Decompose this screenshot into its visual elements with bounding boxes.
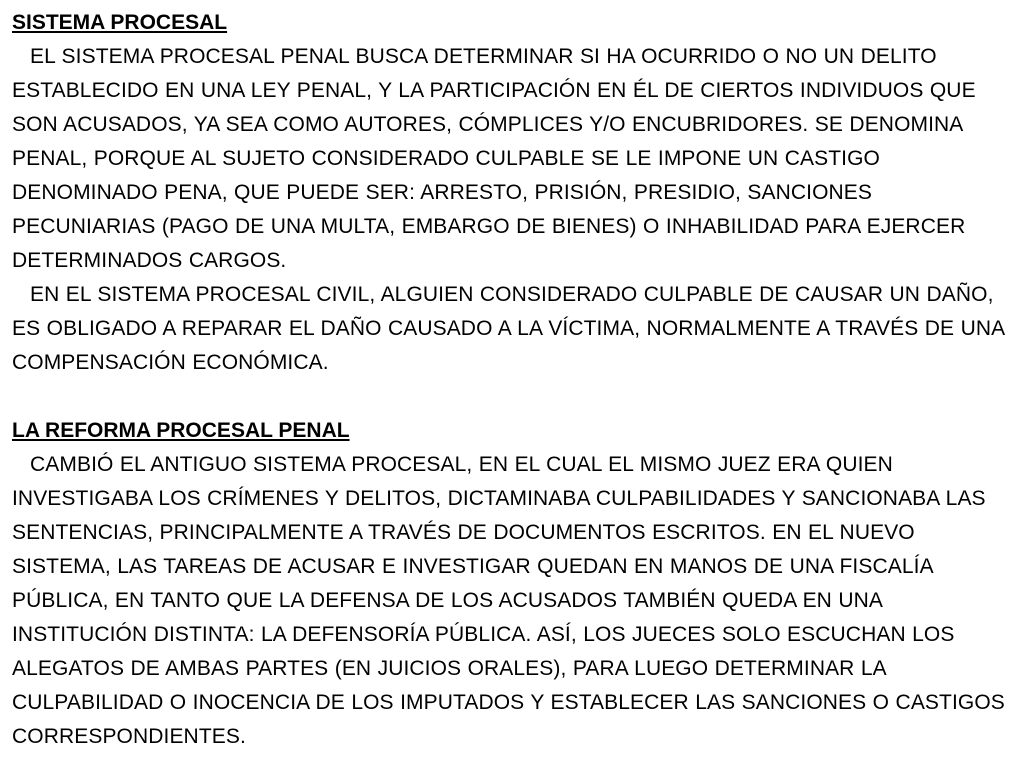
paragraph-sistema-penal: EL SISTEMA PROCESAL PENAL BUSCA DETERMINAR SI HA OCURRIDO O NO UN DELITO ESTABLECIDO EN UNA LEY PENAL, Y LA PARTICIPACIÓN EN ÉL DE CIERTOS INDIVIDUOS QUE SON ACUSADOS, YA SEA COMO AUTORES, CÓMPLICES Y/O ENCUBRIDORES. SE DENOMINA PENAL, PORQUE AL SUJETO CONSIDERADO CULPABLE SE LE IMPONE UN CASTIGO DENOMINADO PENA, QUE PUEDE SER: ARRESTO, PRISIÓN, PRESIDIO, SANCIONES PECUNIARIAS (PAGO DE UNA MULTA, EMBARGO DE BIENES) O INHABILIDAD PARA EJERCER DETERMINADOS CARGOS. — [12, 45, 976, 272]
section-heading: SISTEMA PROCESAL — [12, 11, 228, 34]
paragraph-sistema-civil: EN EL SISTEMA PROCESAL CIVIL, ALGUIEN CONSIDERADO CULPABLE DE CAUSAR UN DAÑO, ES OBLIGADO A REPARAR EL DAÑO CAUSADO A LA VÍCTIMA, NORMALMENTE A TRAVÉS DE UNA COMPENSACIÓN ECONÓMICA. — [12, 283, 1005, 374]
section-heading: LA REFORMA PROCESAL PENAL — [12, 419, 350, 442]
section-spacer — [12, 380, 1012, 414]
section-sistema-procesal — [12, 6, 1012, 380]
section-reforma-procesal — [12, 414, 1012, 754]
paragraph-reforma: CAMBIÓ EL ANTIGUO SISTEMA PROCESAL, EN EL CUAL EL MISMO JUEZ ERA QUIEN INVESTIGABA LOS CRÍMENES Y DELITOS, DICTAMINABA CULPABILIDADES Y SANCIONABA LAS SENTENCIAS, PRINCIPALMENTE A TRAVÉS DE DOCUMENTOS ESCRITOS. EN EL NUEVO SISTEMA, LAS TAREAS DE ACUSAR E INVESTIGAR QUEDAN EN MANOS DE UNA FISCALÍA PÚBLICA, EN TANTO QUE LA DEFENSA DE LOS ACUSADOS TAMBIÉN QUEDA EN UNA INSTITUCIÓN DISTINTA: LA DEFENSORÍA PÚBLICA. ASÍ, LOS JUECES SOLO ESCUCHAN LOS ALEGATOS DE AMBAS PARTES (EN JUICIOS ORALES), PARA LUEGO DETERMINAR LA CULPABILIDAD O INOCENCIA DE LOS IMPUTADOS Y ESTABLECER LAS SANCIONES O CASTIGOS CORRESPONDIENTES. — [12, 453, 1005, 748]
